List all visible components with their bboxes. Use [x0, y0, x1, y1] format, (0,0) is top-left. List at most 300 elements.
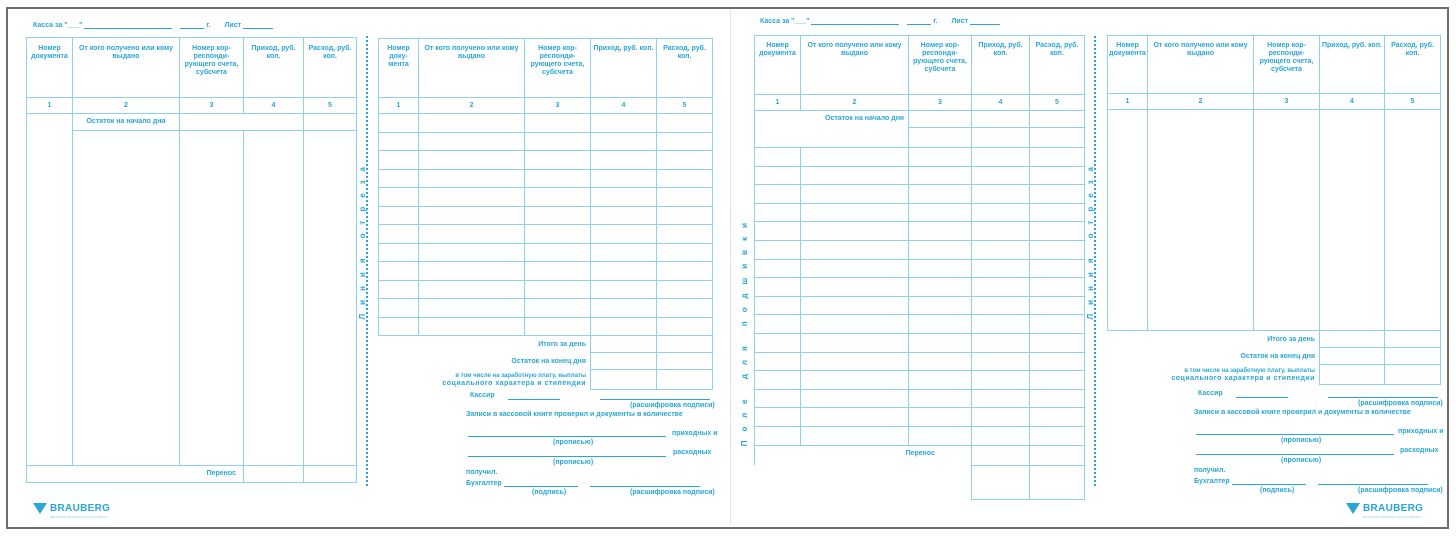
entry-cell[interactable] — [591, 317, 657, 336]
expense-docs-line[interactable] — [468, 456, 666, 457]
entry-cell[interactable] — [755, 333, 801, 352]
col-income: Приход, руб. коп. — [972, 36, 1030, 95]
year-line[interactable] — [180, 22, 204, 29]
entry-cell[interactable] — [419, 225, 525, 244]
entry-cell[interactable] — [419, 188, 525, 207]
col-num: 2 — [419, 98, 525, 114]
entry-cell[interactable] — [657, 243, 713, 262]
entry-cell[interactable] — [419, 317, 525, 336]
entry-cell[interactable] — [1254, 110, 1320, 331]
date-line[interactable] — [811, 18, 899, 25]
entry-cell[interactable] — [1030, 128, 1085, 148]
col-doc-number: Номер доку-мента — [379, 39, 419, 98]
carry-over-income[interactable] — [244, 466, 304, 483]
col-num: 3 — [909, 95, 972, 111]
entry-cell[interactable] — [591, 280, 657, 299]
entry-cell[interactable] — [1030, 333, 1085, 352]
carry-over-label: Перенос — [27, 466, 244, 483]
entry-cell[interactable] — [419, 151, 525, 170]
in-words-hint: (прописью) — [553, 439, 594, 446]
entry-cell[interactable] — [755, 185, 801, 204]
table-row — [755, 259, 1085, 278]
col-num: 1 — [379, 98, 419, 114]
entry-cell[interactable] — [755, 296, 801, 315]
blank-cell — [755, 465, 972, 499]
col-corr-number: Номер кор-респонди-рующего счета, субсчета — [1254, 36, 1320, 94]
table-row — [755, 166, 1085, 185]
entry-cell[interactable] — [972, 185, 1030, 204]
entry-cell[interactable] — [1030, 111, 1085, 128]
table-row — [379, 225, 713, 244]
sheet3-header — [760, 18, 1000, 25]
col-expense: Расход, руб. коп. — [1030, 36, 1085, 95]
entry-cell[interactable] — [591, 114, 657, 133]
entry-cell[interactable] — [1030, 426, 1085, 445]
col-expense: Расход, руб. коп. — [304, 38, 357, 98]
entry-cell[interactable] — [801, 166, 909, 185]
entry-cell[interactable] — [909, 203, 972, 222]
sheet1-header — [33, 22, 273, 29]
entry-cell[interactable] — [591, 169, 657, 188]
entry-cell[interactable] — [1030, 203, 1085, 222]
entry-cell[interactable] — [801, 389, 909, 408]
carry-over-income[interactable] — [972, 445, 1030, 465]
entry-cell[interactable] — [1030, 240, 1085, 259]
entry-cell[interactable] — [419, 299, 525, 318]
entry-cell[interactable] — [419, 262, 525, 281]
signature-decode-hint: (расшифровка подписи) — [630, 489, 715, 496]
entry-cell[interactable] — [379, 225, 419, 244]
entry-cell[interactable] — [1030, 278, 1085, 297]
cashier-decode-line[interactable] — [600, 399, 710, 400]
entry-cell[interactable] — [379, 169, 419, 188]
signature-decode-hint: (расшифровка подписи) — [1358, 487, 1443, 494]
entry-cell[interactable] — [755, 352, 801, 371]
salary-expense[interactable] — [657, 370, 713, 390]
entry-cell[interactable] — [591, 262, 657, 281]
entry-cell[interactable] — [972, 371, 1030, 390]
entry-cell[interactable] — [972, 315, 1030, 334]
sheet2-rows — [379, 114, 713, 336]
entry-cell[interactable] — [419, 114, 525, 133]
entry-cell[interactable] — [1030, 259, 1085, 278]
entry-cell[interactable] — [591, 243, 657, 262]
sheet-label: Лист — [951, 18, 969, 25]
entry-cell[interactable] — [755, 278, 801, 297]
entry-cell[interactable] — [909, 426, 972, 445]
total-day-label: Итого за день — [538, 341, 586, 348]
entry-cell[interactable] — [1320, 110, 1385, 331]
entry-cell[interactable] — [1030, 166, 1085, 185]
expense-docs-line[interactable] — [1196, 454, 1394, 455]
closing-balance-expense[interactable] — [1385, 348, 1441, 365]
signature-decode-hint: (расшифровка подписи) — [630, 402, 715, 409]
brand-name: BRAUBERG — [50, 503, 111, 514]
entry-cell[interactable] — [755, 222, 801, 241]
entry-cell[interactable] — [525, 280, 591, 299]
entry-cell[interactable] — [972, 333, 1030, 352]
entry-cell[interactable] — [525, 169, 591, 188]
entry-cell[interactable] — [379, 262, 419, 281]
entry-cell[interactable] — [591, 132, 657, 151]
binding-field-label: Поле для подшивки — [740, 214, 749, 447]
entry-cell[interactable] — [801, 426, 909, 445]
entry-cell[interactable] — [972, 426, 1030, 445]
col-corr-number: Номер кор-респонди-рующего счета, субсчета — [525, 39, 591, 98]
carry-over-label: Перенос — [755, 445, 972, 465]
entry-cell[interactable] — [972, 203, 1030, 222]
table-row — [755, 389, 1085, 408]
table-row — [379, 188, 713, 207]
received-label: получил. — [1194, 467, 1226, 474]
entry-cell[interactable] — [972, 352, 1030, 371]
accountant-sign-line[interactable] — [1232, 484, 1306, 485]
col-from-whom: От кого получено или кому выдано — [1148, 36, 1254, 94]
entry-cell[interactable] — [525, 132, 591, 151]
entry-cell[interactable] — [525, 243, 591, 262]
entry-cell[interactable] — [657, 151, 713, 170]
entry-cell[interactable] — [909, 222, 972, 241]
closing-balance-label: Остаток на конец дня — [511, 357, 586, 365]
entry-cell[interactable] — [801, 259, 909, 278]
entry-cell[interactable] — [1108, 110, 1148, 331]
salary-note-2: социального характера и стипендии — [442, 379, 586, 387]
in-words-hint: (прописью) — [553, 459, 594, 466]
sheet1-table — [26, 37, 357, 483]
entry-cell[interactable] — [379, 188, 419, 207]
entry-cell[interactable] — [1030, 371, 1085, 390]
entry-cell[interactable] — [972, 166, 1030, 185]
entry-cell[interactable] — [657, 299, 713, 318]
entry-cell[interactable] — [755, 408, 801, 427]
table-row — [755, 352, 1085, 371]
entry-cell[interactable] — [657, 206, 713, 225]
entry-cell[interactable] — [180, 131, 244, 466]
entry-cell[interactable] — [244, 114, 304, 131]
cashier-decode-line[interactable] — [1328, 397, 1438, 398]
entry-cell[interactable] — [657, 225, 713, 244]
entry-cell[interactable] — [379, 317, 419, 336]
entry-cell[interactable] — [909, 128, 972, 148]
kassa-label: Касса за "___" — [33, 22, 83, 29]
entry-cell[interactable] — [1385, 110, 1441, 331]
signature-hint: (подпись) — [1260, 487, 1295, 494]
entry-cell[interactable] — [972, 259, 1030, 278]
entry-cell[interactable] — [657, 317, 713, 336]
total-day-expense[interactable] — [1385, 331, 1441, 348]
col-num: 4 — [591, 98, 657, 114]
entry-cell[interactable] — [525, 188, 591, 207]
entry-cell[interactable] — [379, 114, 419, 133]
expense-docs-label: расходных — [1400, 447, 1439, 454]
sheet3-rows — [755, 148, 1085, 446]
entry-cell[interactable] — [755, 259, 801, 278]
entry-cell[interactable] — [1030, 315, 1085, 334]
year-line[interactable] — [907, 18, 931, 25]
entry-cell[interactable] — [972, 465, 1030, 499]
entry-cell[interactable] — [379, 280, 419, 299]
salary-income[interactable] — [1320, 365, 1385, 385]
table-row — [755, 240, 1085, 259]
entry-cell[interactable] — [801, 408, 909, 427]
entry-cell[interactable] — [909, 389, 972, 408]
entry-cell[interactable] — [1030, 296, 1085, 315]
entry-cell[interactable] — [972, 278, 1030, 297]
entry-cell[interactable] — [909, 333, 972, 352]
entry-cell[interactable] — [379, 132, 419, 151]
sheet-line[interactable] — [243, 22, 273, 29]
entry-cell[interactable] — [379, 206, 419, 225]
entry-cell[interactable] — [657, 169, 713, 188]
entry-cell[interactable] — [591, 206, 657, 225]
col-income: Приход, руб. коп. — [1320, 36, 1385, 94]
table-row — [379, 151, 713, 170]
table-row — [755, 426, 1085, 445]
col-doc-number: Номер документа — [755, 36, 801, 95]
entry-cell[interactable] — [525, 225, 591, 244]
col-doc-number: Номер документа — [27, 38, 73, 98]
brand-tagline: BRAUBERG BRANDED SINCE COMPANY — [50, 515, 109, 519]
entry-cell[interactable] — [591, 151, 657, 170]
entry-cell[interactable] — [1148, 110, 1254, 331]
entry-cell[interactable] — [591, 299, 657, 318]
col-num: 2 — [1148, 94, 1254, 110]
entry-cell[interactable] — [27, 114, 73, 466]
entry-cell[interactable] — [909, 240, 972, 259]
entry-cell[interactable] — [909, 111, 972, 128]
entry-cell[interactable] — [244, 131, 304, 466]
closing-balance-income[interactable] — [591, 353, 657, 370]
entry-cell[interactable] — [801, 203, 909, 222]
salary-income[interactable] — [591, 370, 657, 390]
entry-cell[interactable] — [755, 166, 801, 185]
col-from-whom: От кого получено или кому выдано — [801, 36, 909, 95]
table-row — [755, 222, 1085, 241]
entry-cell[interactable] — [909, 315, 972, 334]
sheet2-table — [378, 38, 713, 390]
entry-cell[interactable] — [419, 206, 525, 225]
entry-cell[interactable] — [755, 148, 801, 167]
entry-cell[interactable] — [972, 240, 1030, 259]
entry-cell[interactable] — [801, 240, 909, 259]
accountant-sign-line[interactable] — [504, 486, 578, 487]
accountant-label: Бухгалтер — [1194, 478, 1230, 485]
signature-hint: (подпись) — [532, 489, 567, 496]
total-day-income[interactable] — [591, 336, 657, 353]
table-row — [379, 299, 713, 318]
entry-cell[interactable] — [972, 222, 1030, 241]
entry-cell[interactable] — [419, 243, 525, 262]
col-expense: Расход, руб. коп. — [657, 39, 713, 98]
entry-cell[interactable] — [909, 296, 972, 315]
entry-cell[interactable] — [755, 426, 801, 445]
entry-cell[interactable] — [525, 206, 591, 225]
entry-cell[interactable] — [972, 408, 1030, 427]
signature-decode-hint: (расшифровка подписи) — [1358, 400, 1443, 407]
entry-cell[interactable] — [525, 262, 591, 281]
closing-balance-expense[interactable] — [657, 353, 713, 370]
in-words-hint: (прописью) — [1281, 457, 1322, 464]
entry-cell[interactable] — [379, 243, 419, 262]
entry-cell[interactable] — [1030, 408, 1085, 427]
col-num: 5 — [657, 98, 713, 114]
brand-tagline: BRAUBERG BRANDED SINCE COMPANY — [1363, 515, 1422, 519]
entry-cell[interactable] — [755, 240, 801, 259]
table-row — [379, 317, 713, 336]
entry-cell[interactable] — [755, 371, 801, 390]
salary-expense[interactable] — [1385, 365, 1441, 385]
opening-balance-label: Остаток на начало дня — [73, 114, 180, 131]
expense-docs-label: расходных — [673, 449, 712, 456]
col-num: 2 — [73, 98, 180, 114]
col-num: 3 — [1254, 94, 1320, 110]
sheet-line[interactable] — [970, 18, 1000, 25]
entry-cell[interactable] — [801, 352, 909, 371]
table-row — [379, 280, 713, 299]
year-suffix: г. — [933, 18, 938, 25]
col-from-whom: От кого получено или кому выдано — [419, 39, 525, 98]
col-expense: Расход, руб. коп. — [1385, 36, 1441, 94]
entry-cell[interactable] — [755, 128, 909, 148]
entry-cell[interactable] — [657, 114, 713, 133]
closing-balance-income[interactable] — [1320, 348, 1385, 365]
table-row — [755, 148, 1085, 167]
entry-cell[interactable] — [972, 389, 1030, 408]
entry-cell[interactable] — [801, 278, 909, 297]
total-day-expense[interactable] — [657, 336, 713, 353]
income-docs-line[interactable] — [468, 436, 666, 437]
income-docs-line[interactable] — [1196, 434, 1394, 435]
entry-cell[interactable] — [801, 296, 909, 315]
total-day-label: Итого за день — [1108, 331, 1320, 348]
entry-cell[interactable] — [591, 225, 657, 244]
entry-cell[interactable] — [801, 315, 909, 334]
table-row — [379, 132, 713, 151]
entry-cell[interactable] — [801, 371, 909, 390]
salary-note-1: в том числе на заработную плату, выплаты — [455, 372, 586, 379]
entry-cell[interactable] — [801, 148, 909, 167]
entry-cell[interactable] — [972, 128, 1030, 148]
entry-cell[interactable] — [755, 203, 801, 222]
col-num: 5 — [1385, 94, 1441, 110]
date-line[interactable] — [84, 22, 172, 29]
carry-over-expense[interactable] — [304, 466, 357, 483]
entry-cell[interactable] — [419, 169, 525, 188]
entry-cell[interactable] — [379, 151, 419, 170]
entry-cell[interactable] — [379, 299, 419, 318]
sheet-label: Лист — [224, 22, 242, 29]
table-row — [379, 114, 713, 133]
entry-cell[interactable] — [304, 114, 357, 131]
table-row — [755, 315, 1085, 334]
entry-cell[interactable] — [1030, 148, 1085, 167]
entry-cell[interactable] — [1030, 222, 1085, 241]
entry-cell[interactable] — [909, 352, 972, 371]
sheet4-table — [1107, 35, 1441, 385]
carry-over-expense[interactable] — [1030, 445, 1085, 465]
col-num: 1 — [755, 95, 801, 111]
col-income: Приход, руб. коп. — [244, 38, 304, 98]
accountant-decode-line[interactable] — [590, 486, 700, 487]
entry-cell[interactable] — [657, 132, 713, 151]
entry-cell[interactable] — [972, 148, 1030, 167]
cashier-sign-line[interactable] — [508, 399, 560, 400]
brand-name: BRAUBERG — [1363, 503, 1424, 514]
entry-cell[interactable] — [304, 131, 357, 466]
entry-cell[interactable] — [909, 185, 972, 204]
col-num: 1 — [27, 98, 73, 114]
entry-cell[interactable] — [419, 132, 525, 151]
table-row — [755, 278, 1085, 297]
entry-cell[interactable] — [1030, 352, 1085, 371]
entry-cell[interactable] — [801, 222, 909, 241]
entry-cell[interactable] — [180, 114, 244, 131]
page-divider — [730, 10, 731, 525]
entry-cell[interactable] — [801, 333, 909, 352]
col-num: 5 — [304, 98, 357, 114]
salary-note-1: в том числе на заработную плату, выплаты — [1184, 367, 1315, 374]
cashier-label: Кассир — [1198, 390, 1223, 397]
entry-cell[interactable] — [909, 259, 972, 278]
entry-cell[interactable] — [657, 280, 713, 299]
total-day-income[interactable] — [1320, 331, 1385, 348]
entry-cell[interactable] — [525, 151, 591, 170]
table-row — [755, 185, 1085, 204]
entry-cell[interactable] — [755, 389, 801, 408]
entry-cell[interactable] — [909, 371, 972, 390]
col-doc-number: Номер документа — [1108, 36, 1148, 94]
entry-cell[interactable] — [801, 185, 909, 204]
accountant-label: Бухгалтер — [466, 480, 502, 487]
entry-cell[interactable] — [591, 188, 657, 207]
entry-cell[interactable] — [909, 148, 972, 167]
table-row — [379, 169, 713, 188]
year-suffix: г. — [206, 22, 211, 29]
table-row — [379, 206, 713, 225]
col-num: 4 — [244, 98, 304, 114]
tear-line-label: Линия отреза — [1086, 158, 1095, 320]
opening-balance-label: Остаток на начало дня — [755, 111, 909, 128]
entry-cell[interactable] — [909, 408, 972, 427]
entry-cell[interactable] — [909, 278, 972, 297]
entry-cell[interactable] — [525, 299, 591, 318]
entry-cell[interactable] — [73, 131, 180, 466]
entry-cell[interactable] — [525, 317, 591, 336]
entry-cell[interactable] — [657, 262, 713, 281]
checked-label: Записи в кассовой книге проверил и документы в количестве — [1194, 409, 1411, 416]
entry-cell[interactable] — [525, 114, 591, 133]
entry-cell[interactable] — [1030, 185, 1085, 204]
col-num: 2 — [801, 95, 909, 111]
entry-cell[interactable] — [657, 188, 713, 207]
brand-mark-icon — [33, 503, 47, 514]
entry-cell[interactable] — [909, 166, 972, 185]
cashier-sign-line[interactable] — [1236, 397, 1288, 398]
accountant-decode-line[interactable] — [1318, 484, 1428, 485]
col-num: 3 — [525, 98, 591, 114]
table-row — [755, 371, 1085, 390]
income-docs-label: приходных и — [672, 430, 718, 437]
table-row — [755, 203, 1085, 222]
entry-cell[interactable] — [972, 111, 1030, 128]
entry-cell[interactable] — [1030, 389, 1085, 408]
entry-cell[interactable] — [755, 315, 801, 334]
entry-cell[interactable] — [419, 280, 525, 299]
entry-cell[interactable] — [972, 296, 1030, 315]
income-docs-label: приходных и — [1398, 428, 1444, 435]
entry-cell[interactable] — [1030, 465, 1085, 499]
col-num: 3 — [180, 98, 244, 114]
